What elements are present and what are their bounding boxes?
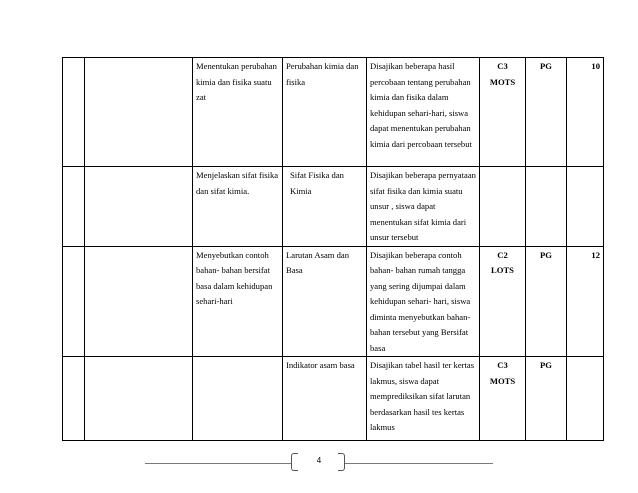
question-form-cell bbox=[526, 167, 567, 247]
footer-bracket-left bbox=[291, 453, 298, 471]
table-row bbox=[63, 357, 604, 441]
question-number-cell: 12 bbox=[567, 246, 604, 357]
material-cell: Larutan Asam dan Basa bbox=[283, 246, 367, 357]
blank-cell bbox=[63, 246, 85, 357]
material-cell: Indikator asam basa bbox=[283, 357, 367, 441]
footer-rule-right bbox=[345, 463, 493, 464]
indicator-cell: Disajikan beberapa pernyataan sifat fisika dan kimia suatu unsur , siswa dapat menentukan sifat kimia dari unsur tersebut bbox=[367, 167, 480, 247]
cognitive-level: C3 bbox=[497, 360, 508, 370]
competency-cell: Menjelaskan sifat fisika dan sifat kimia. bbox=[193, 167, 283, 247]
cognitive-level-cell bbox=[480, 246, 526, 357]
cognitive-level-cell bbox=[480, 357, 526, 441]
cognitive-level: C3 bbox=[497, 61, 508, 71]
question-number-cell bbox=[567, 167, 604, 247]
level-category: LOTS bbox=[491, 265, 514, 275]
footer-rule-left bbox=[145, 463, 291, 464]
material-cell: Perubahan kimia dan fisika bbox=[283, 58, 367, 167]
blank-cell bbox=[85, 167, 193, 247]
level-category: MOTS bbox=[489, 375, 516, 386]
cognitive-level-cell bbox=[480, 58, 526, 167]
blank-cell bbox=[63, 357, 85, 441]
indicator-cell: Disajikan beberapa hasil percobaan tentang perubahan kimia dan fisika dalam kehidupan sehari-hari, siswa dapat menentukan perubahan kimia dari percobaan tersebut bbox=[367, 58, 480, 167]
cognitive-level: C2 bbox=[497, 249, 508, 260]
table-row bbox=[63, 246, 604, 357]
blank-cell bbox=[85, 357, 193, 441]
indicator-cell: Disajikan beberapa contoh bahan- bahan rumah tangga yang sering dijumpai dalam kehidupan sehari- hari, siswa diminta menyebutkan bahan- bahan tersebut yang Bersifat basa bbox=[367, 246, 480, 357]
table-row bbox=[63, 58, 604, 167]
level-category: MOTS bbox=[489, 76, 516, 87]
question-number-cell: 10 bbox=[567, 58, 604, 167]
competency-cell bbox=[193, 357, 283, 441]
blank-cell bbox=[85, 58, 193, 167]
blank-cell bbox=[63, 167, 85, 247]
blank-cell bbox=[63, 58, 85, 167]
question-form-cell: PG bbox=[526, 246, 567, 357]
blank-cell bbox=[85, 246, 193, 357]
indicator-cell: Disajikan tabel hasil ter kertas lakmus, siswa dapat memprediksikan sifat larutan berdasarkan hasil tes kertas lakmus bbox=[367, 357, 480, 441]
cognitive-level-cell bbox=[480, 167, 526, 247]
competency-cell: Menentukan perubahan kimia dan fisika suatu zat bbox=[193, 58, 283, 167]
question-number-cell bbox=[567, 357, 604, 441]
question-form-cell: PG bbox=[526, 357, 567, 441]
competency-cell: Menyebutkan contoh bahan- bahan bersifat basa dalam kehidupan sehari-hari bbox=[193, 246, 283, 357]
material-cell: Sifat Fisika dan Kimia bbox=[283, 167, 367, 247]
footer-bracket-right bbox=[338, 453, 345, 471]
page-number: 4 bbox=[316, 456, 322, 465]
question-form-cell: PG bbox=[526, 58, 567, 167]
question-grid-table bbox=[62, 57, 604, 441]
table-row bbox=[63, 167, 604, 247]
